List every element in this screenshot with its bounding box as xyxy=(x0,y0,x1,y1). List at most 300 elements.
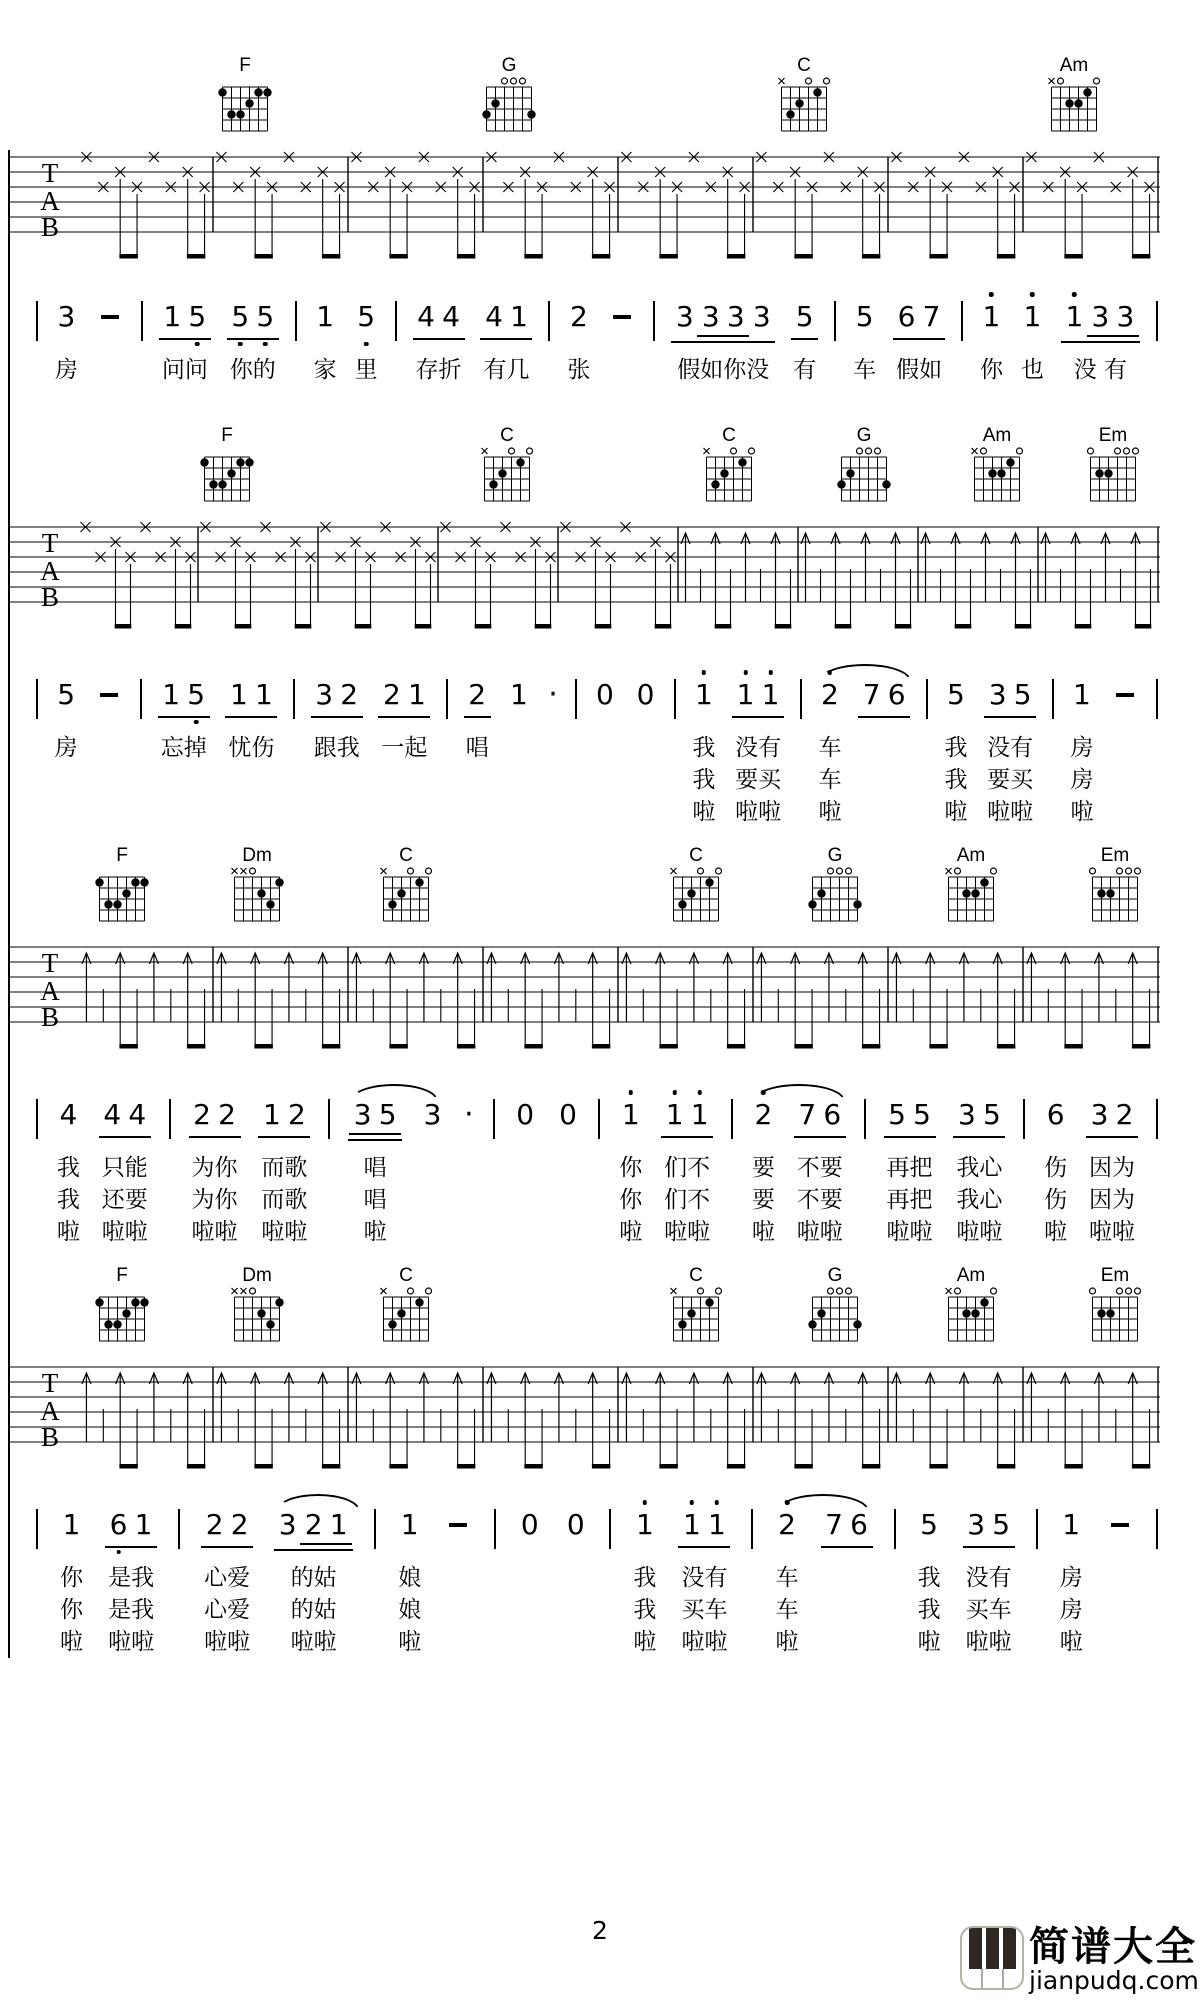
octave-dot-above xyxy=(672,1090,677,1095)
beam-group xyxy=(984,678,1036,718)
lyric: 啦 xyxy=(1044,1219,1068,1245)
jianpu-token xyxy=(464,678,491,764)
lyric: 娘 xyxy=(398,1597,422,1623)
lyric: 为你 xyxy=(191,1155,238,1181)
jianpu-token xyxy=(443,1508,473,1554)
jianpu-note: 1 xyxy=(704,1508,729,1542)
beam-group xyxy=(884,1098,936,1138)
lyric: 的姑 xyxy=(290,1565,337,1591)
jianpu-note: 1 xyxy=(1062,300,1087,334)
jianpu-note: 3 xyxy=(675,300,694,333)
beam-group xyxy=(661,1098,713,1138)
lyric: 房 xyxy=(1070,767,1094,793)
svg-text:B: B xyxy=(40,212,60,242)
jianpu-barline xyxy=(1156,679,1158,719)
beam-group xyxy=(159,300,211,340)
jianpu-token xyxy=(105,1508,157,1658)
chord-diagram-Am xyxy=(1038,55,1110,151)
svg-text:B: B xyxy=(40,1002,60,1032)
svg-text:Am: Am xyxy=(982,425,1012,446)
jianpu-token xyxy=(775,1508,800,1658)
lyric: 没有 xyxy=(965,1565,1012,1591)
lyric: 啦啦 xyxy=(1089,1219,1135,1245)
jianpu-note: 3 xyxy=(315,678,334,711)
jianpu-note: 3 xyxy=(1116,300,1135,333)
jianpu-token xyxy=(420,1098,445,1144)
jianpu-note: 1 xyxy=(62,1508,81,1541)
jianpu-note: 0 xyxy=(566,1508,585,1541)
jianpu-token xyxy=(732,678,784,828)
svg-text:Dm: Dm xyxy=(242,845,272,866)
lyric: 你 xyxy=(60,1565,84,1591)
piano-keys-icon xyxy=(960,1926,1024,1990)
svg-text:C: C xyxy=(689,1265,703,1286)
octave-dot-below xyxy=(195,342,200,347)
jianpu-token xyxy=(348,1098,402,1248)
jianpu-token xyxy=(943,678,968,828)
jianpu-note: 1 xyxy=(262,1098,281,1131)
lyric: 我心 xyxy=(956,1155,1003,1181)
jianpu-note: 1 xyxy=(407,678,426,711)
lyric: 是我 xyxy=(108,1597,155,1623)
jianpu-note: 5 xyxy=(184,678,209,712)
lyric-stack xyxy=(987,732,1033,828)
lyric: 啦啦 xyxy=(261,1219,308,1245)
beam-group xyxy=(1087,300,1139,337)
jianpu-note: 1 xyxy=(632,1508,657,1542)
jianpu-token xyxy=(671,300,775,386)
jianpu-note: 1 xyxy=(509,678,528,711)
lyric: 我 xyxy=(917,1565,941,1591)
jianpu-barline xyxy=(1036,1509,1038,1549)
beam-group xyxy=(794,1098,846,1138)
jianpu-note: 6 xyxy=(823,1098,842,1131)
beam-group xyxy=(464,678,491,718)
lyric: 你 xyxy=(619,1187,643,1213)
jianpu-note: 1 xyxy=(329,1508,348,1541)
jianpu-barline xyxy=(598,1099,600,1139)
chord-diagram-G xyxy=(828,425,900,521)
dash-note xyxy=(95,300,125,334)
jianpu-note: 1 xyxy=(691,678,716,712)
beam-group xyxy=(678,1508,730,1548)
lyric-stack xyxy=(980,354,1003,386)
jianpu-note: 1 xyxy=(687,1098,712,1132)
lyric: 要 xyxy=(751,1155,775,1181)
lyric-stack xyxy=(1021,354,1044,386)
svg-text:C: C xyxy=(500,425,514,446)
lyric: 心爱 xyxy=(204,1565,251,1591)
jianpu-token xyxy=(311,678,363,764)
jianpu-token xyxy=(852,300,877,386)
lyric-stack xyxy=(966,1562,1012,1658)
octave-dot-above xyxy=(743,670,748,675)
jianpu-note: 2 xyxy=(340,678,359,711)
jianpu-note: 4 xyxy=(485,300,503,333)
jianpu-note: 5 xyxy=(982,1098,1001,1131)
beam-group xyxy=(258,1098,310,1138)
jianpu-barline xyxy=(894,1509,896,1549)
lyric-stack xyxy=(567,354,590,386)
svg-text:G: G xyxy=(856,425,872,446)
lyric: 假如 xyxy=(896,357,943,383)
svg-text:G: G xyxy=(501,55,517,76)
lyric: 们不 xyxy=(664,1187,711,1213)
lyric-stack xyxy=(944,732,967,828)
lyric-stack xyxy=(692,732,715,828)
lyric-stack xyxy=(677,354,769,386)
jianpu-note: 1 xyxy=(1073,678,1091,711)
octave-dot-above xyxy=(1030,292,1035,297)
jianpu-barline xyxy=(36,1099,38,1139)
dash-note xyxy=(443,1508,473,1542)
octave-dot-above xyxy=(643,1500,648,1505)
jianpu-barline xyxy=(446,679,448,719)
jianpu-note: 4 xyxy=(417,300,435,333)
lyric: 心爱 xyxy=(204,1597,251,1623)
lyric: 啦 xyxy=(619,1219,643,1245)
jianpu-note: 5 xyxy=(1013,678,1032,711)
lyric: 要买 xyxy=(987,767,1034,793)
watermark-url: jianpudq.com xyxy=(1029,1966,1199,1995)
jianpu-token xyxy=(607,300,637,346)
jianpu-barline xyxy=(609,1509,611,1549)
jianpu-barline xyxy=(395,301,397,341)
chord-diagram-C xyxy=(471,425,543,521)
lyric: 车 xyxy=(775,1597,799,1623)
jianpu-note: 3 xyxy=(423,1098,442,1131)
octave-dot-above xyxy=(768,670,773,675)
octave-dot-below xyxy=(263,342,268,347)
lyric-stack xyxy=(818,732,841,828)
jianpu-token xyxy=(556,1098,581,1144)
octave-dot-above xyxy=(1072,292,1077,297)
jianpu-note: 7 xyxy=(798,1098,817,1131)
beam-group xyxy=(697,300,749,337)
jianpu-token xyxy=(227,300,279,386)
jianpu-barline xyxy=(169,1099,171,1139)
lyric: 而歌 xyxy=(261,1155,308,1181)
jianpu-barline xyxy=(575,679,577,719)
watermark xyxy=(960,1926,1199,1994)
lyric-stack xyxy=(162,354,208,386)
jianpu-note: 6 xyxy=(887,678,906,711)
beam-group xyxy=(274,1508,353,1551)
jianpu-note: 2 xyxy=(751,1098,776,1132)
svg-text:C: C xyxy=(399,1265,413,1286)
jianpu-note: 0 xyxy=(595,678,614,711)
jianpu-token xyxy=(1061,300,1140,386)
jianpu-note: 1 xyxy=(733,678,758,712)
dash-note xyxy=(1110,678,1140,712)
lyric: 啦 xyxy=(363,1219,387,1245)
jianpu-note: 3 xyxy=(988,678,1007,711)
lyric: 的姑 xyxy=(290,1597,337,1623)
lyric: 你 xyxy=(60,1597,84,1623)
jianpu-note: 4 xyxy=(128,1098,147,1131)
lyric: 一起 xyxy=(381,735,428,761)
lyric: 只能 xyxy=(101,1155,148,1181)
svg-text:B: B xyxy=(40,582,60,612)
jianpu-note: 6 xyxy=(1046,1098,1065,1131)
lyric-stack xyxy=(291,1562,337,1658)
jianpu-token xyxy=(94,678,124,724)
lyric-stack xyxy=(633,1562,656,1658)
lyric-stack xyxy=(55,732,78,764)
tab-staff xyxy=(8,941,1160,1059)
jianpu-barline xyxy=(800,679,802,719)
lyric: 张 xyxy=(567,357,591,383)
jianpu-token xyxy=(618,1098,643,1248)
lyric: 房 xyxy=(54,735,78,761)
lyric: 啦 xyxy=(775,1629,799,1655)
slur-arc xyxy=(276,1494,360,1511)
lyric-stack xyxy=(102,1152,148,1248)
svg-text:C: C xyxy=(399,845,413,866)
lyric: 要 xyxy=(751,1187,775,1213)
lyric: 家 xyxy=(313,357,337,383)
lyric: 啦 xyxy=(56,1219,80,1245)
jianpu-note: 1 xyxy=(758,678,783,712)
svg-text:A: A xyxy=(40,556,60,586)
lyric-stack xyxy=(466,732,489,764)
jianpu-token xyxy=(547,678,559,724)
chord-diagram-F xyxy=(191,425,263,521)
lyric-stack xyxy=(108,1562,154,1658)
lyric-stack xyxy=(797,1152,843,1248)
octave-dot-above xyxy=(989,292,994,297)
jianpu-note: 1 xyxy=(1020,300,1045,334)
beam-group xyxy=(413,300,465,340)
lyric: 啦 xyxy=(944,799,968,825)
octave-dot-above xyxy=(702,670,707,675)
lyric: 啦啦 xyxy=(956,1219,1003,1245)
svg-text:Em: Em xyxy=(1100,845,1130,866)
lyric: 啦 xyxy=(1070,799,1094,825)
jianpu-note: 3 xyxy=(701,300,720,333)
jianpu-note: 3 xyxy=(1091,300,1110,333)
jianpu-note: 3 xyxy=(752,300,771,333)
lyric: 啦啦 xyxy=(191,1219,238,1245)
lyric: 啦 xyxy=(751,1219,775,1245)
beam-group xyxy=(158,678,210,718)
jianpu-token xyxy=(963,1508,1015,1658)
jianpu-note: 5 xyxy=(795,300,814,333)
jianpu-note: 2 xyxy=(817,678,842,712)
jianpu-token xyxy=(984,678,1036,828)
chord-diagram-Am xyxy=(935,1265,1007,1361)
svg-text:Am: Am xyxy=(956,1265,986,1286)
jianpu-token xyxy=(513,1098,538,1144)
jianpu-line xyxy=(36,300,1158,386)
lyric-stack xyxy=(55,354,78,386)
jianpu-token xyxy=(751,1098,776,1248)
chord-diagram-G xyxy=(473,55,545,151)
jianpu-barline xyxy=(295,301,297,341)
jianpu-barline xyxy=(834,301,836,341)
lyric-stack xyxy=(230,354,276,386)
beam-group xyxy=(189,1098,241,1138)
jianpu-note: 0 xyxy=(559,1098,577,1131)
lyric: 你的 xyxy=(229,357,276,383)
jianpu-token xyxy=(893,300,945,386)
beam-group xyxy=(225,678,277,718)
lyric: 房 xyxy=(1070,735,1094,761)
jianpu-token xyxy=(1043,1098,1068,1248)
svg-text:Em: Em xyxy=(1100,1265,1130,1286)
lyric: 不要 xyxy=(796,1187,843,1213)
jianpu-token xyxy=(1020,300,1045,386)
lyric: 啦啦 xyxy=(204,1629,251,1655)
lyric: 没有 xyxy=(735,735,782,761)
jianpu-note: 0 xyxy=(520,1508,539,1541)
jianpu-barline xyxy=(864,1099,866,1139)
beam-group xyxy=(858,678,910,718)
beam-group xyxy=(201,1508,253,1548)
jianpu-note: 1 xyxy=(1062,1508,1081,1541)
octave-dot-above xyxy=(697,1090,702,1095)
beam-group xyxy=(105,1508,157,1548)
jianpu-note: 1 xyxy=(679,1508,704,1542)
jianpu-note: 0 xyxy=(636,678,655,711)
jianpu-note: 5 xyxy=(253,300,278,334)
jianpu-note: 2 xyxy=(218,1098,236,1131)
jianpu-barline xyxy=(36,679,38,719)
jianpu-token xyxy=(99,1098,151,1248)
jianpu-barline xyxy=(674,679,676,719)
lyric-stack xyxy=(416,354,462,386)
jianpu-note: 2 xyxy=(287,1098,306,1131)
jianpu-note: 5 xyxy=(913,1098,931,1131)
jianpu-note: 7 xyxy=(825,1508,843,1541)
jianpu-barline xyxy=(36,301,38,341)
svg-text:Am: Am xyxy=(1059,55,1089,76)
lyric: 车 xyxy=(818,767,842,793)
lyric: 房 xyxy=(1059,1597,1083,1623)
lyric: 啦啦 xyxy=(290,1629,337,1655)
jianpu-token xyxy=(632,1508,657,1658)
jianpu-note: 5 xyxy=(228,300,253,334)
jianpu-note: 5 xyxy=(185,300,210,334)
lyric: 啦 xyxy=(60,1629,84,1655)
jianpu-token xyxy=(794,1098,846,1248)
jianpu-token xyxy=(1059,1508,1084,1658)
lyric: 啦 xyxy=(1059,1629,1083,1655)
lyric: 你 xyxy=(979,357,1003,383)
jianpu-note: 2 xyxy=(1115,1098,1134,1131)
jianpu-barline xyxy=(653,301,655,341)
jianpu-note: 3 xyxy=(957,1098,976,1131)
lyric: 啦啦 xyxy=(101,1219,148,1245)
lyric: 跟我 xyxy=(313,735,360,761)
jianpu-note: 5 xyxy=(992,1508,1011,1541)
dash-note xyxy=(94,678,124,712)
jianpu-token xyxy=(566,300,591,386)
jianpu-barline xyxy=(141,301,143,341)
jianpu-token xyxy=(1086,1098,1138,1248)
jianpu-note: 5 xyxy=(378,1098,397,1131)
lyric-stack xyxy=(752,1152,775,1248)
chord-diagram-Dm xyxy=(221,1265,293,1361)
jianpu-barline xyxy=(1052,679,1054,719)
lyric: 我 xyxy=(917,1597,941,1623)
jianpu-barline xyxy=(548,301,550,341)
lyric: 有 xyxy=(793,357,817,383)
lyric: 我心 xyxy=(956,1187,1003,1213)
lyric: 啦啦 xyxy=(681,1629,728,1655)
lyric-stack xyxy=(619,1152,642,1248)
lyric: 娘 xyxy=(398,1565,422,1591)
svg-text:G: G xyxy=(827,1265,843,1286)
lyric-stack xyxy=(956,1152,1002,1248)
jianpu-token xyxy=(159,300,211,386)
jianpu-note: 5 xyxy=(947,678,965,711)
lyric: 也 xyxy=(1020,357,1044,383)
lyric-stack xyxy=(355,354,378,386)
octave-dot-above xyxy=(629,1090,634,1095)
jianpu-token xyxy=(189,1098,241,1248)
chord-diagram-F xyxy=(209,55,281,151)
tab-staff xyxy=(8,521,1160,639)
chord-diagram-C xyxy=(693,425,765,521)
lyric-stack xyxy=(793,354,816,386)
lyric: 我 xyxy=(692,767,716,793)
jianpu-token xyxy=(884,1098,936,1248)
jianpu-token xyxy=(506,678,531,724)
jianpu-note: 2 xyxy=(230,1508,249,1541)
lyric: 车 xyxy=(818,735,842,761)
jianpu-note: 1 xyxy=(229,678,248,711)
lyric: 我 xyxy=(944,767,968,793)
lyric: 我 xyxy=(633,1597,657,1623)
jianpu-token xyxy=(378,678,430,764)
jianpu-token xyxy=(858,678,910,724)
lyric: 车 xyxy=(775,1565,799,1591)
lyric-stack xyxy=(1060,1562,1083,1658)
jianpu-token xyxy=(917,1508,942,1658)
lyric-stack xyxy=(204,1562,250,1658)
jianpu-token xyxy=(274,1508,353,1658)
lyric: 啦啦 xyxy=(108,1629,155,1655)
jianpu-note: 3 xyxy=(278,1508,297,1541)
beam-group xyxy=(893,300,945,340)
jianpu-note: 2 xyxy=(775,1508,800,1542)
lyric: 伤 xyxy=(1044,1187,1068,1213)
svg-text:F: F xyxy=(239,55,251,76)
lyric: 啦啦 xyxy=(735,799,782,825)
jianpu-token xyxy=(225,678,277,764)
lyric-stack xyxy=(853,354,876,386)
svg-text:B: B xyxy=(40,1422,60,1452)
lyric-stack xyxy=(398,1562,421,1658)
beam-group xyxy=(349,1098,401,1135)
lyric-stack xyxy=(681,1562,727,1658)
jianpu-token xyxy=(691,678,716,828)
lyric-stack xyxy=(776,1562,799,1658)
lyric: 我 xyxy=(56,1155,80,1181)
jianpu-note: 6 xyxy=(850,1508,868,1541)
chord-diagram-Em xyxy=(1079,845,1151,941)
lyric: 为你 xyxy=(191,1187,238,1213)
chord-diagram-F xyxy=(86,1265,158,1361)
beam-group xyxy=(227,300,279,340)
lyric-stack xyxy=(192,1152,238,1248)
jianpu-token xyxy=(979,300,1004,386)
octave-dot-below xyxy=(364,342,369,347)
jianpu-note: 5 xyxy=(888,1098,906,1131)
svg-text:F: F xyxy=(221,425,233,446)
dot-note: · xyxy=(548,677,558,712)
